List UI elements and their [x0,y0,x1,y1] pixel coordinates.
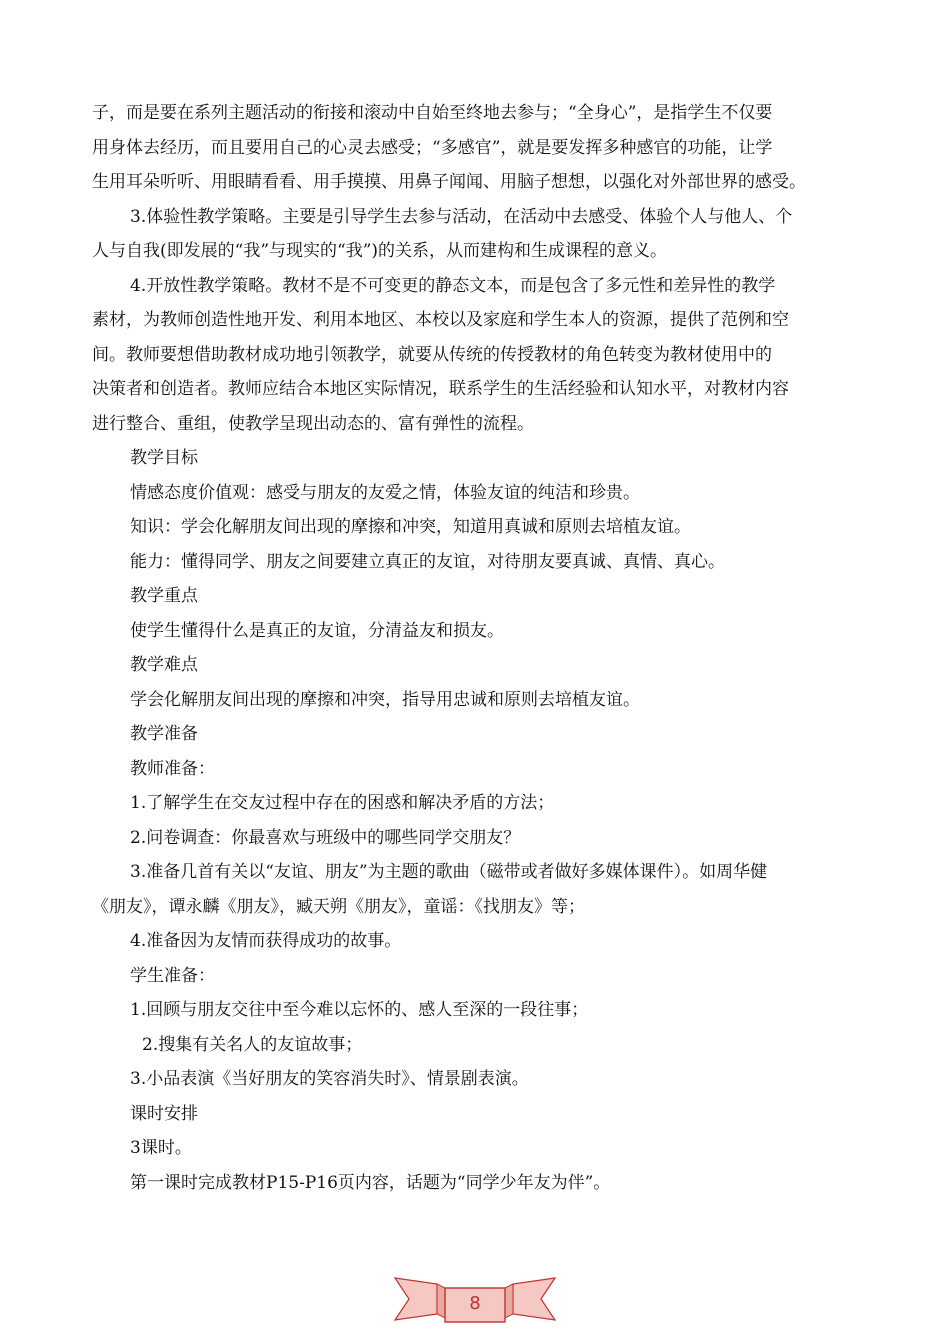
section-heading: 教学准备 [130,724,198,744]
text-line: 3课时。 [130,1138,192,1158]
text-line: 情感态度价值观：感受与朋友的友爱之情，体验友谊的纯洁和珍贵。 [130,482,640,503]
text-line: 素材，为教师创造性地开发、利用本地区、本校以及家庭和学生本人的资源，提供了范例和空 [92,310,789,330]
text-line: 进行整合、重组，使教学呈现出动态的、富有弹性的流程。 [92,413,534,434]
text-line: 人与自我(即发展的“我”与现实的“我”)的关系，从而建构和生成课程的意义。 [92,241,668,261]
body-text [92,96,860,1200]
text-line: 使学生懂得什么是真正的友谊，分清益友和损友。 [130,620,504,641]
text-line: 3.体验性教学策略。主要是引导学生去参与活动，在活动中去感受、体验个人与他人、个 [130,206,793,227]
page-number-badge [393,1270,557,1332]
text-line: 决策者和创造者。教师应结合本地区实际情况，联系学生的生活经验和认知水平，对教材内容 [92,379,789,399]
text-line: 学生准备： [130,965,215,986]
list-item: 2.搜集有关名人的友谊故事； [142,1034,363,1055]
list-item: 2.问卷调查：你最喜欢与班级中的哪些同学交朋友？ [130,827,521,848]
text-line: 用身体去经历，而且要用自己的心灵去感受；“多感官”，就是要发挥多种感官的功能，让学 [92,137,773,158]
text-line: 知识：学会化解朋友间出现的摩擦和冲突，知道用真诚和原则去培植友谊。 [130,517,691,537]
section-heading: 教学重点 [130,586,198,606]
list-item: 3.小品表演《当好朋友的笑容消失时》、情景剧表演。 [130,1069,529,1089]
text-line: 学会化解朋友间出现的摩擦和冲突，指导用忠诚和原则去培植友谊。 [130,689,640,710]
text-line: 《朋友》，谭永麟《朋友》，臧天朔《朋友》，童谣：《找朋友》等； [92,896,585,917]
text-line: 4.开放性教学策略。教材不是不可变更的静态文本，而是包含了多元性和差异性的教学 [130,275,776,296]
text-line: 生用耳朵听听、用眼睛看看、用手摸摸、用鼻子闻闻、用脑子想想，以强化对外部世界的感受。 [92,172,806,192]
text-line: 能力：懂得同学、朋友之间要建立真正的友谊，对待朋友要真诚、真情、真心。 [130,551,725,572]
text-line: 子，而是要在系列主题活动的衔接和滚动中自始至终地去参与；“全身心”，是指学生不仅要 [92,103,773,123]
text-line: 第一课时完成教材P15-P16页内容，话题为“同学少年友为伴”。 [130,1172,611,1193]
list-item: 4.准备因为友情而获得成功的故事。 [130,931,402,951]
text-line: 教师准备： [130,758,215,779]
page-number: 8 [469,1293,481,1314]
list-item: 1.回顾与朋友交往中至今难以忘怀的、感人至深的一段往事； [130,1000,589,1020]
section-heading: 教学难点 [130,655,198,675]
section-heading: 课时安排 [130,1103,198,1124]
list-item: 1.了解学生在交友过程中存在的困惑和解决矛盾的方法； [130,793,555,813]
list-item: 3.准备几首有关以“友谊、朋友”为主题的歌曲（磁带或者做好多媒体课件）。如周华健 [130,862,768,882]
text-line: 间。教师要想借助教材成功地引领教学，就要从传统的传授教材的角色转变为教材使用中的 [92,344,772,365]
section-heading: 教学目标 [130,448,198,468]
